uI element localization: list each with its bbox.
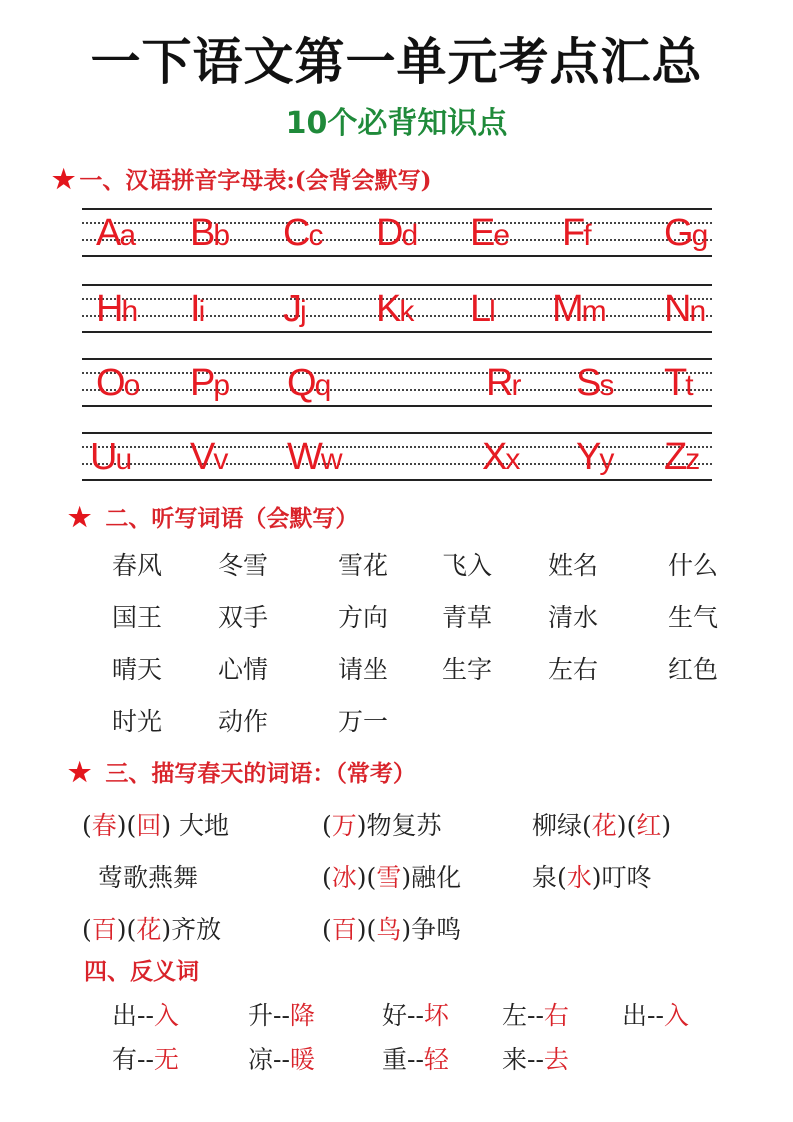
guide-line <box>82 389 712 391</box>
guide-line <box>82 446 712 448</box>
antonym-word: -- <box>137 1045 154 1074</box>
antonym-word: -- <box>407 1001 424 1030</box>
vocab-word: 什么 <box>668 551 719 580</box>
alphabet-letter: Ll <box>470 288 496 330</box>
alphabet-letter: Mm <box>552 288 607 330</box>
phrase-text: ( <box>626 811 637 840</box>
section1-heading <box>52 162 432 195</box>
phrase-text: ) <box>116 915 127 944</box>
section2-title: 二、听写词语（会默写） <box>105 505 359 532</box>
answer-char: 春 <box>91 811 117 840</box>
vocab-word: 左右 <box>548 655 599 684</box>
answer-char: 百 <box>91 915 117 944</box>
phrase-text: ) <box>161 811 172 840</box>
alphabet-letter: Tt <box>664 362 694 404</box>
antonym-word: 重 <box>382 1045 408 1074</box>
vocab-word: 姓名 <box>548 551 599 580</box>
antonym-answer: 轻 <box>423 1045 449 1074</box>
guide-line <box>82 208 712 210</box>
guide-line <box>82 432 712 434</box>
antonym-pair <box>112 996 179 1032</box>
phrase-text: ) <box>616 811 627 840</box>
antonym-word: -- <box>273 1045 290 1074</box>
antonym-pair <box>382 1040 449 1076</box>
alphabet-letter: Pp <box>190 362 231 404</box>
antonym-answer: 坏 <box>423 1001 449 1030</box>
antonym-word: 出 <box>622 1001 648 1030</box>
alphabet-letter: Jj <box>283 288 307 330</box>
phrase-text: ( <box>82 915 92 944</box>
alphabet-row <box>82 432 712 480</box>
antonym-word: 来 <box>502 1045 528 1074</box>
alphabet-letter: Ii <box>190 288 206 330</box>
alphabet-row <box>82 358 712 406</box>
answer-char: 冰 <box>331 863 357 892</box>
phrase-text: 融化 <box>411 863 462 892</box>
vocab-word: 冬雪 <box>218 551 269 580</box>
antonym-pair <box>502 1040 569 1076</box>
vocab-word: 方向 <box>338 603 389 632</box>
antonym-word: 出 <box>112 1001 138 1030</box>
spring-phrase <box>532 858 652 894</box>
antonym-answer: 入 <box>153 1001 179 1030</box>
alphabet-letter: Ee <box>470 212 511 254</box>
alphabet-letter: Zz <box>664 436 701 478</box>
guide-line <box>82 372 712 374</box>
guide-line <box>82 405 712 407</box>
guide-line <box>82 255 712 257</box>
antonym-answer: 降 <box>289 1001 315 1030</box>
vocab-word: 青草 <box>442 603 493 632</box>
antonym-word: 左 <box>502 1001 528 1030</box>
antonym-word: -- <box>137 1001 154 1030</box>
phrase-text: ( <box>322 811 332 840</box>
antonym-word: -- <box>647 1001 664 1030</box>
antonym-pair <box>382 996 449 1032</box>
alphabet-letter: Oo <box>96 362 141 404</box>
phrase-text: ( <box>557 863 567 892</box>
phrase-text: 叮咚 <box>601 863 652 892</box>
spring-phrase <box>322 858 461 894</box>
answer-char: 百 <box>331 915 357 944</box>
antonym-pair <box>248 996 315 1032</box>
antonym-word: 升 <box>248 1001 274 1030</box>
antonym-pair <box>502 996 569 1032</box>
vocab-word: 红色 <box>668 655 719 684</box>
phrase-text: ( <box>322 915 332 944</box>
phrase-text: ) <box>161 915 172 944</box>
alphabet-letter: Gg <box>664 212 709 254</box>
alphabet-letter: Aa <box>96 212 137 254</box>
star-icon: ★ <box>52 165 76 195</box>
antonym-answer: 暖 <box>289 1045 315 1074</box>
phrase-text: ( <box>322 863 332 892</box>
vocab-word: 清水 <box>548 603 599 632</box>
vocab-word: 请坐 <box>338 655 389 684</box>
alphabet-letter: Bb <box>190 212 231 254</box>
phrase-text: 齐放 <box>171 915 222 944</box>
star-icon: ★ <box>68 758 92 788</box>
phrase-text: ) <box>401 915 412 944</box>
antonym-answer: 去 <box>543 1045 569 1074</box>
phrase-text: 争鸣 <box>411 915 462 944</box>
alphabet-letter: Hh <box>96 288 139 330</box>
section3-title: 三、描写春天的词语：（常考） <box>105 760 416 787</box>
antonym-word: 凉 <box>248 1045 274 1074</box>
alphabet-letter: Uu <box>90 436 133 478</box>
section4-heading: 四、反义词 <box>84 958 199 985</box>
alphabet-letter: Yy <box>576 436 615 478</box>
vocab-word: 生字 <box>442 655 493 684</box>
spring-phrase <box>532 806 671 842</box>
vocab-word: 生气 <box>668 603 719 632</box>
phrase-text: ( <box>126 811 137 840</box>
phrase-text: ) <box>116 811 127 840</box>
answer-char: 红 <box>636 811 662 840</box>
vocab-word: 国王 <box>112 603 163 632</box>
alphabet-letter: Ww <box>287 436 343 478</box>
vocab-word: 时光 <box>112 707 163 736</box>
antonym-pair <box>622 996 689 1032</box>
answer-char: 水 <box>566 863 592 892</box>
antonym-word: 有 <box>112 1045 138 1074</box>
vocab-word: 春风 <box>112 551 163 580</box>
page-title: 一下语文第一单元考点汇总 <box>90 33 703 91</box>
spring-phrase <box>82 806 229 842</box>
answer-char: 鸟 <box>376 915 402 944</box>
antonym-word: 好 <box>382 1001 408 1030</box>
vocab-word: 晴天 <box>112 655 163 684</box>
spring-phrase <box>98 858 198 894</box>
vocab-word: 飞入 <box>442 551 493 580</box>
antonym-pair <box>112 1040 179 1076</box>
section3-heading <box>68 755 416 788</box>
vocab-word: 雪花 <box>338 551 389 580</box>
phrase-text: 莺歌燕舞 <box>98 863 199 892</box>
vocab-word: 双手 <box>218 603 269 632</box>
phrase-text: 大地 <box>171 811 230 840</box>
section2-heading <box>68 500 358 533</box>
answer-char: 花 <box>591 811 617 840</box>
alphabet-letter: Dd <box>376 212 419 254</box>
phrase-text: 泉 <box>532 863 558 892</box>
answer-char: 花 <box>136 915 162 944</box>
alphabet-letter: Kk <box>376 288 415 330</box>
answer-char: 回 <box>136 811 162 840</box>
answer-char: 万 <box>331 811 357 840</box>
vocab-word: 万一 <box>338 707 389 736</box>
answer-char: 雪 <box>376 863 402 892</box>
guide-line <box>82 479 712 481</box>
phrase-text: ( <box>366 863 377 892</box>
guide-line <box>82 358 712 360</box>
alphabet-letter: Nn <box>664 288 707 330</box>
alphabet-letter: Rr <box>486 362 522 404</box>
antonym-answer: 右 <box>543 1001 569 1030</box>
star-icon: ★ <box>68 503 92 533</box>
alphabet-letter: Xx <box>482 436 521 478</box>
alphabet-letter: Ss <box>576 362 615 404</box>
page-subtitle: 10个必背知识点 <box>285 106 508 141</box>
phrase-text: ) <box>356 915 367 944</box>
spring-phrase <box>322 910 461 946</box>
phrase-text: 物复苏 <box>366 811 442 840</box>
spring-phrase <box>322 806 442 842</box>
antonym-answer: 无 <box>153 1045 179 1074</box>
alphabet-letter: Qq <box>287 362 332 404</box>
phrase-text: ( <box>82 811 92 840</box>
phrase-text: ( <box>126 915 137 944</box>
phrase-text: ) <box>591 863 602 892</box>
phrase-text: ( <box>582 811 592 840</box>
guide-line <box>82 463 712 465</box>
antonym-word: -- <box>527 1045 544 1074</box>
alphabet-letter: Ff <box>562 212 592 254</box>
guide-line <box>82 284 712 286</box>
antonym-pair <box>248 1040 315 1076</box>
phrase-text: ) <box>356 863 367 892</box>
alphabet-letter: Vv <box>190 436 229 478</box>
vocab-word: 动作 <box>218 707 269 736</box>
alphabet-letter: Cc <box>283 212 324 254</box>
phrase-text: ) <box>356 811 367 840</box>
phrase-text: ) <box>401 863 412 892</box>
antonym-word: -- <box>527 1001 544 1030</box>
phrase-text: ( <box>366 915 377 944</box>
antonym-answer: 入 <box>663 1001 689 1030</box>
phrase-text: 柳绿 <box>532 811 583 840</box>
guide-line <box>82 331 712 333</box>
antonym-word: -- <box>407 1045 424 1074</box>
vocab-word: 心情 <box>218 655 269 684</box>
phrase-text: ) <box>661 811 672 840</box>
antonym-word: -- <box>273 1001 290 1030</box>
section1-title: 一、汉语拼音字母表:(会背会默写) <box>79 167 432 194</box>
spring-phrase <box>82 910 221 946</box>
